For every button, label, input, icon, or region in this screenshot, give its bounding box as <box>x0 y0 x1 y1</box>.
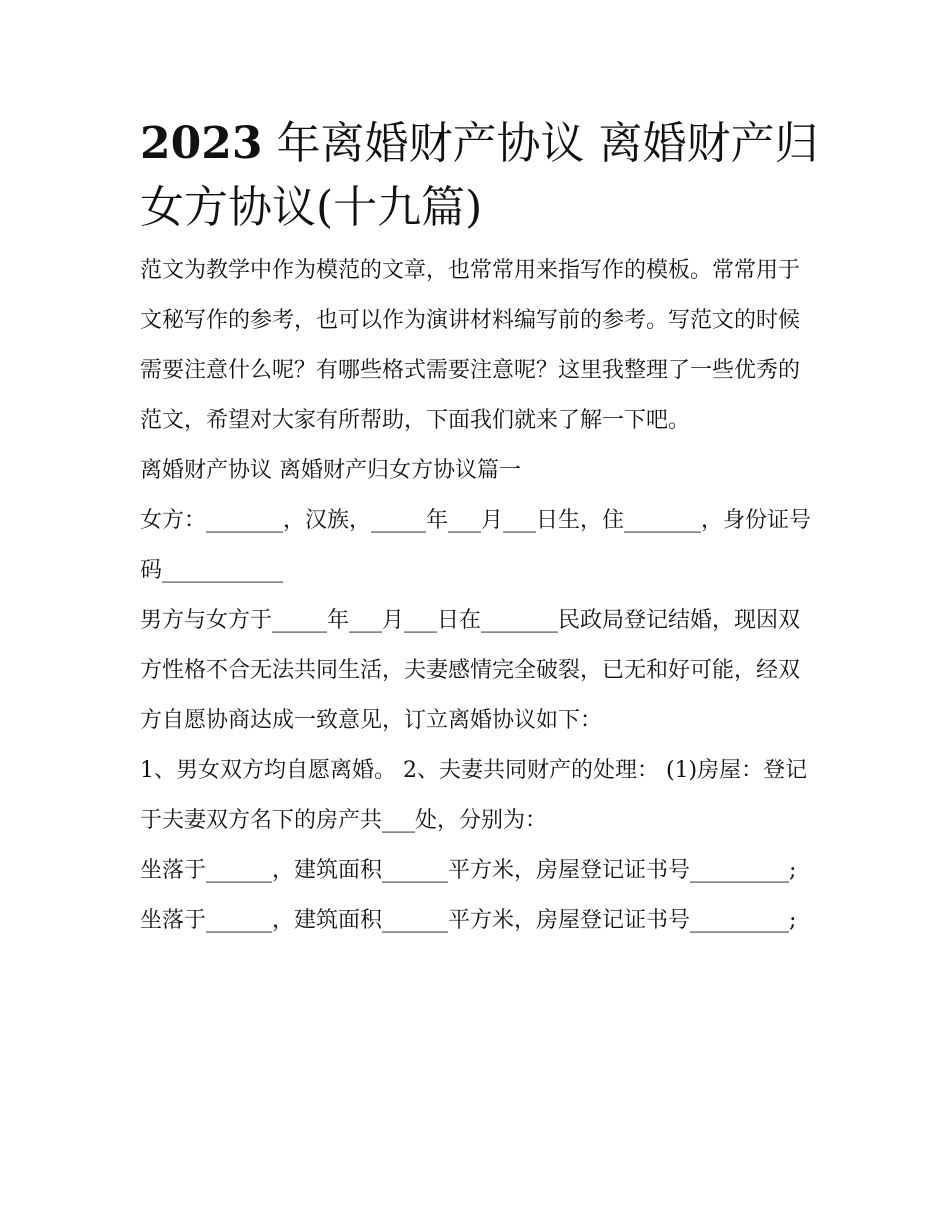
title-year: 2023 <box>140 118 263 169</box>
marriage-statement-paragraph: 男方与女方于_____年___月___日在_______民政局登记结婚，现因双方性格不合无法共同生活，夫妻感情完全破裂，已无和好可能，经双方自愿协商达成一致意见，订立离婚协议如下： <box>140 608 801 733</box>
female-party-paragraph: 女方：_______，汉族，_____年___月___日生，住_______，身份证号码___________ <box>140 508 812 583</box>
title-text: 年离婚财产协议 离婚财产归女方协议(十九篇) <box>140 118 819 233</box>
intro-paragraph: 范文为教学中作为模范的文章，也常常用来指写作的模板。常常用于文秘写作的参考，也可以作为演讲材料编写前的参考。写范文的时候需要注意什么呢？有哪些格式需要注意呢？这里我整理了一些优秀的范文，希望对大家有所帮助，下面我们就来了解一下吧。 <box>140 258 801 433</box>
document-title <box>140 112 820 240</box>
property-item-2: 坐落于______，建筑面积______平方米，房屋登记证书号_________; <box>140 908 797 933</box>
property-item-1: 坐落于______，建筑面积______平方米，房屋登记证书号_________; <box>140 858 797 883</box>
section-heading: 离婚财产协议 离婚财产归女方协议篇一 <box>140 458 521 483</box>
document-page <box>140 112 820 946</box>
clause-paragraph: 1、男女双方均自愿离婚。 2、夫妻共同财产的处理： (1)房屋：登记于夫妻双方名下的房产共___处，分别为： <box>140 758 808 833</box>
